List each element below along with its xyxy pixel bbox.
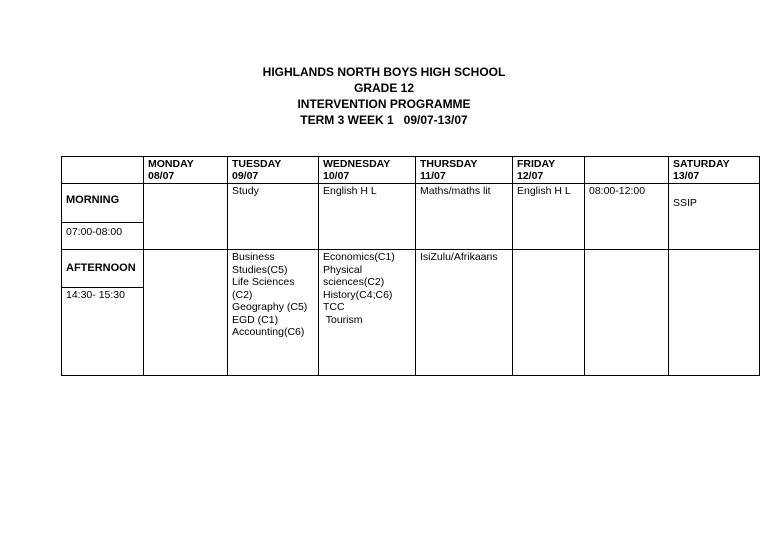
afternoon-label: AFTERNOON	[66, 262, 136, 274]
header-row	[62, 157, 760, 184]
morning-tuesday: Study	[228, 184, 319, 250]
morning-time: 07:00-08:00	[66, 226, 123, 238]
col-header-thursday: THURSDAY 11/07	[416, 157, 513, 184]
morning-extra-time: 08:00-12:00	[585, 184, 669, 250]
morning-label: MORNING	[66, 194, 120, 206]
document-title	[0, 64, 768, 128]
programme-line: INTERVENTION PROGRAMME	[297, 97, 471, 111]
morning-saturday	[669, 184, 760, 250]
col-header-blank	[585, 157, 669, 184]
schedule-table	[61, 156, 760, 376]
morning-label-cell	[62, 184, 144, 250]
morning-thursday: Maths/maths lit	[416, 184, 513, 250]
afternoon-label-cell	[62, 250, 144, 376]
morning-row	[62, 184, 760, 250]
afternoon-blank	[585, 250, 669, 376]
afternoon-row	[62, 250, 760, 376]
afternoon-time: 14:30- 15:30	[66, 289, 125, 301]
saturday-ssip: SSIP	[673, 197, 697, 209]
afternoon-thursday: IsiZulu/Afrikaans	[416, 250, 513, 376]
afternoon-saturday	[669, 250, 760, 376]
col-header-saturday: SATURDAY 13/07	[669, 157, 760, 184]
header-corner	[62, 157, 144, 184]
morning-friday: English H L	[513, 184, 585, 250]
col-header-monday: MONDAY 08/07	[144, 157, 228, 184]
afternoon-tuesday: Business Studies(C5) Life Sciences (C2) Geography (C5) EGD (C1) Accounting(C6)	[228, 250, 319, 376]
morning-monday	[144, 184, 228, 250]
col-header-tuesday: TUESDAY 09/07	[228, 157, 319, 184]
afternoon-friday	[513, 250, 585, 376]
col-header-friday: FRIDAY 12/07	[513, 157, 585, 184]
afternoon-monday	[144, 250, 228, 376]
grade-line: GRADE 12	[353, 81, 415, 95]
school-name: HIGHLANDS NORTH BOYS HIGH SCHOOL	[262, 65, 506, 79]
col-header-wednesday: WEDNESDAY 10/07	[319, 157, 416, 184]
afternoon-wednesday: Economics(C1) Physical sciences(C2) History(C4;C6) TCC Tourism	[319, 250, 416, 376]
term-line: TERM 3 WEEK 1 09/07-13/07	[300, 113, 468, 127]
morning-wednesday: English H L	[319, 184, 416, 250]
